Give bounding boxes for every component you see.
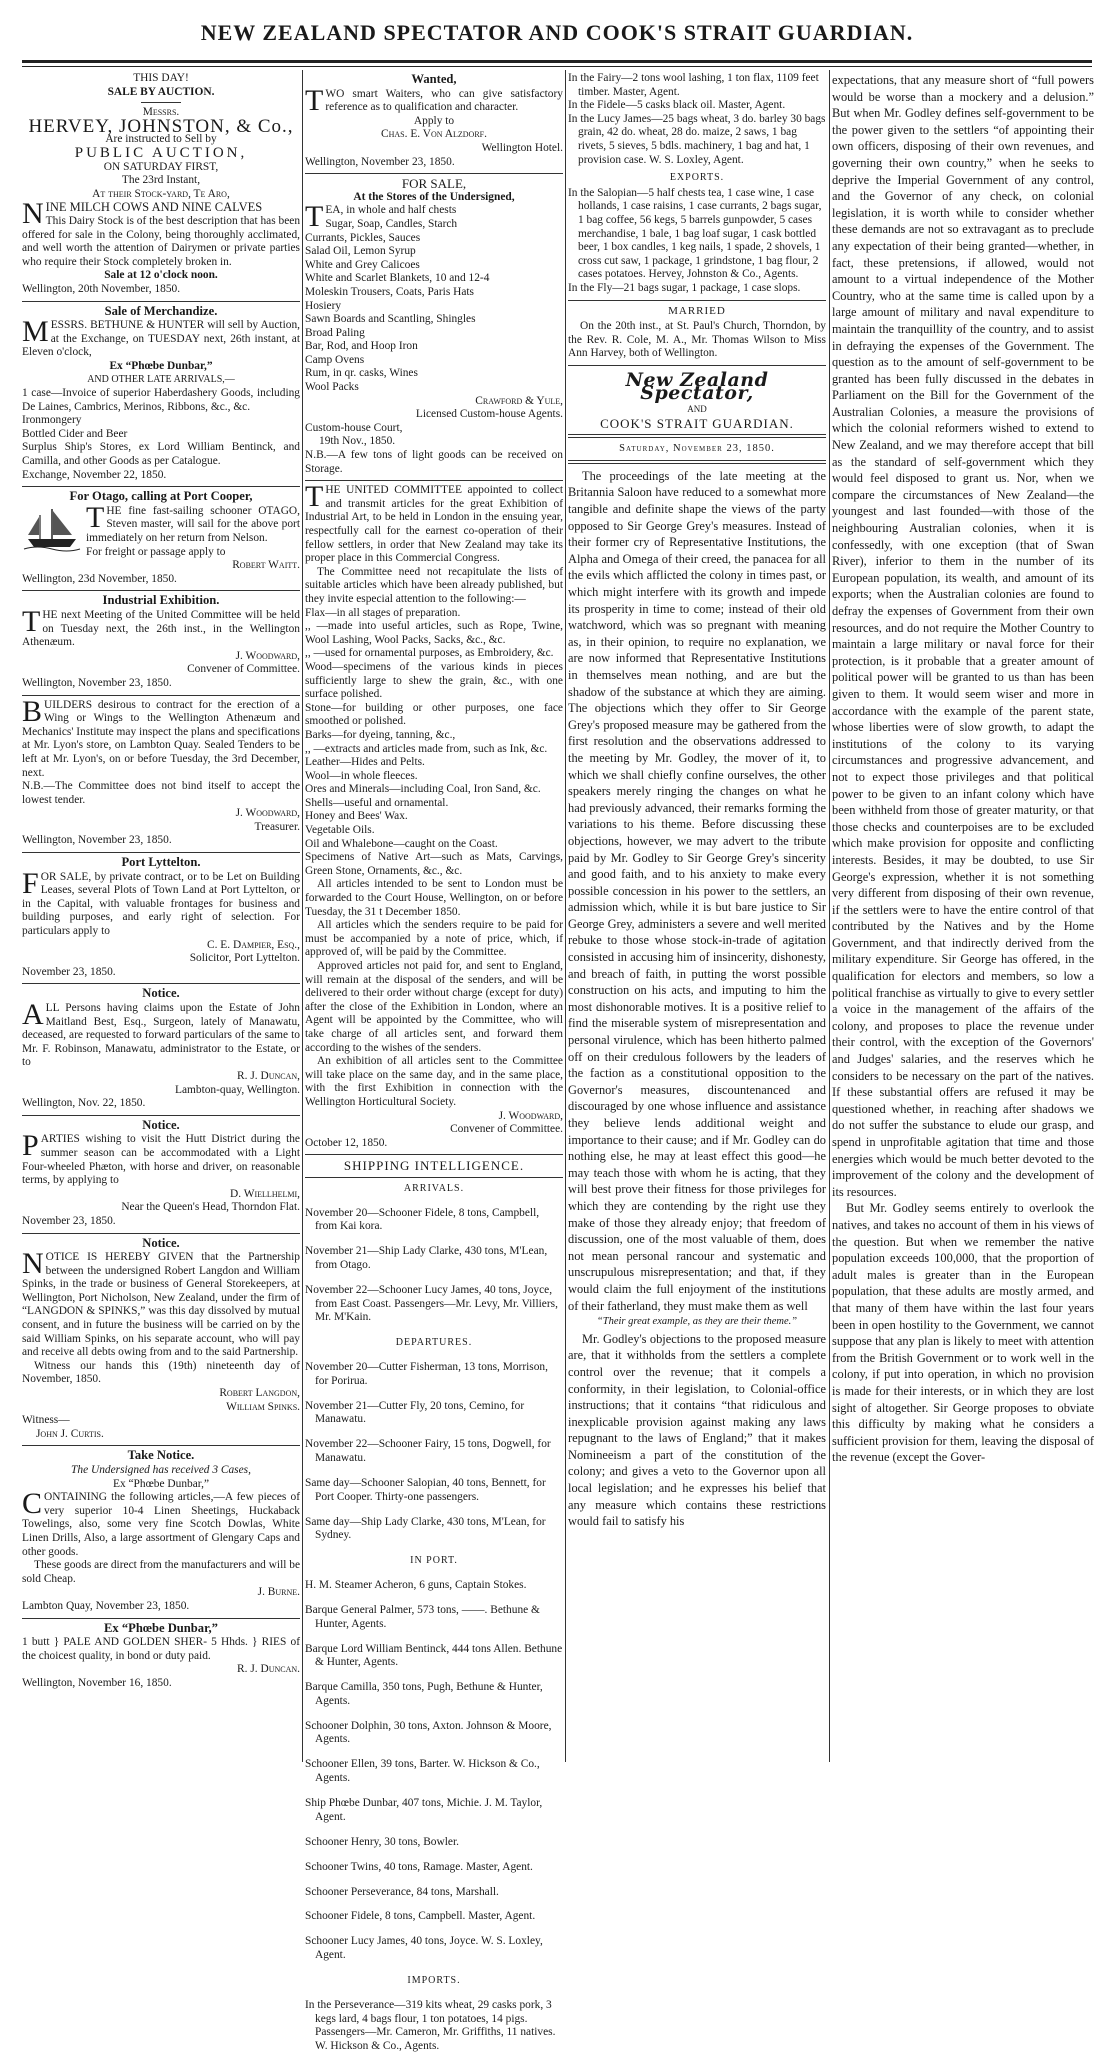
list-item: Barque General Palmer, 573 tons, ——. Bethune & Hunter, Agents. xyxy=(305,1604,540,1630)
signer-role: Convener of Committee. xyxy=(187,663,300,676)
list-item: 1 case—Invoice of superior Haberdashery Goods, including De Laines, Cambrics, Merinos, Ribbons, &c., &c. xyxy=(22,387,300,413)
ad-body: N.B.—The Committee does not bind itself to accept the lowest tender. xyxy=(22,780,300,806)
editorial-text xyxy=(568,468,826,1530)
ad-head: Port Lyttelton. xyxy=(121,855,201,870)
ad-line: Are instructed to Sell by xyxy=(105,133,217,146)
editorial-paragraph: But Mr. Godley seems entirely to overlook the natives, and takes no account of them in his views of the question. But when we remember the native population exceeds 100,000, that the proportion of adult males is greater than in the European population, that these adults are mostly armed, and that many of them have within the last four years been in open hostility to the Government, we cannot suppose that any plan is likely to meet with attention from the British Government or to work well in the colony, if put into operation, in which no provision is made for their interests, or in which they are lost sight of altogether. Sir George proposes to obviate this difficulty by making what he considers a sufficient provision for them, leaving the disposal of the revenue (except the Gover- xyxy=(832,1201,1094,1465)
list-item: Bottled Cider and Beer xyxy=(22,427,128,440)
divider xyxy=(141,102,181,103)
section-subhead: IN PORT. xyxy=(410,1555,458,1567)
ad-body: BUILDERS desirous to contract for the erection of a Wing or Wings to the Wellington Athenæum and Mechanics' Institute may inspect the plans and specifications at Mr. Lyon's store, on Lambton Quay. Sealed Tenders to be left at Mr. Lyon's, on or before Tuesday, the 3rd December, next. xyxy=(22,694,300,779)
dateline: 19th Nov., 1850. xyxy=(319,435,396,448)
committee-ad xyxy=(305,480,563,1150)
list-item: Stone—for building or other purposes, one face smoothed or polished. xyxy=(305,701,563,728)
list-item: November 22—Schooner Fairy, 15 tons, Dogwell, for Manawatu. xyxy=(305,1438,551,1464)
ad-line: Witness— xyxy=(22,1414,70,1427)
take-notice-ad xyxy=(22,1449,300,1613)
column-divider xyxy=(829,70,830,1762)
signer-role: Solicitor, Port Lyttelton. xyxy=(189,952,300,965)
divider xyxy=(568,300,826,301)
signer: J. Woodward, xyxy=(498,1109,563,1122)
ad-line: Ex “Phœbe Dunbar,” xyxy=(109,359,213,372)
list-item: H. M. Steamer Acheron, 6 guns, Captain Stokes. xyxy=(305,1579,527,1592)
ad-line: Ex “Phœbe Dunbar,” xyxy=(112,1477,210,1490)
ad-body: THE UNITED COMMITTEE appointed to collect and transmit articles for the great Exhibition of Industrial Art, to be held in London in the ensuing year, respectfully call for the earnest co-operation of their fellow settlers, in order that New Zealand may take its proper place in this Commercial Congress. xyxy=(305,480,563,565)
ad-body: 1 butt } PALE AND GOLDEN SHER- 5 Hhds. } RIES of the choicest quality, in bond or duty paid. xyxy=(22,1636,300,1662)
section-subhead: MARRIED xyxy=(668,304,726,317)
list-item: TEA, in whole and half chests xyxy=(305,200,457,234)
list-item: Vegetable Oils. xyxy=(305,824,375,837)
list-item: Oil and Whalebone—caught on the Coast. xyxy=(305,837,498,850)
editorial-banner-subtitle: COOK'S STRAIT GUARDIAN. xyxy=(600,415,794,431)
list-item: White and Grey Calicoes xyxy=(305,258,420,271)
list-item: Rum, in qr. casks, Wines xyxy=(305,367,418,380)
list-item: ,, —extracts and articles made from, such as Ink, &c. xyxy=(305,742,548,755)
ad-body: N.B.—A few tons of light goods can be received on Storage. xyxy=(305,449,563,475)
list-item: Flax—in all stages of preparation. xyxy=(305,606,461,619)
section-title: SHIPPING INTELLIGENCE. xyxy=(343,1158,525,1174)
ad-head: Notice. xyxy=(142,1235,180,1250)
list-item: ,, —used for ornamental purposes, as Embroidery, &c. xyxy=(305,647,554,660)
signer: D. Wiellhelmi, xyxy=(230,1187,300,1200)
dateline: November 23, 1850. xyxy=(22,1214,116,1227)
list-item: In the Fidele—5 casks black oil. Master, Agent. xyxy=(568,99,786,112)
ad-body: An exhibition of all articles sent to the Committee will take place on the same day, and in the same place, with the first Exhibition in connection with the Wellington Horticultural Society. xyxy=(305,1055,563,1108)
list-item: Bar, Rod, and Hoop Iron xyxy=(305,340,418,353)
ad-head: Notice. xyxy=(142,1117,180,1132)
dateline: Wellington, 23d November, 1850. xyxy=(22,572,177,585)
signer: William Spinks. xyxy=(226,1400,300,1413)
list-item: Schooner Fidele, 8 tons, Campbell. Master, Agent. xyxy=(305,1910,536,1923)
dateline: Wellington, November 23, 1850. xyxy=(305,155,455,168)
list-item: November 21—Ship Lady Clarke, 430 tons, M'Lean, from Otago. xyxy=(305,1245,548,1272)
marriage-notice: On the 20th inst., at St. Paul's Church, Thorndon, by the Rev. R. Cole, M. A., Mr. Thomas Wilson to Miss Ann Harvey, both of Wellington. xyxy=(568,320,826,360)
divider xyxy=(568,365,826,366)
otago-ad xyxy=(22,490,300,586)
editorial-text xyxy=(832,72,1094,1466)
ad-head: For Otago, calling at Port Cooper, xyxy=(69,489,253,504)
ad-line: At the Stores of the Undersigned, xyxy=(353,190,515,203)
divider xyxy=(22,1445,300,1446)
list-item: Barque Lord William Bentinck, 444 tons Allen. Bethune & Hunter, Agents. xyxy=(305,1642,563,1669)
dateline: November 23, 1850. xyxy=(22,965,116,978)
ad-line: The Undersigned has received 3 Cases, xyxy=(71,1464,251,1476)
list-item: Salad Oil, Lemon Syrup xyxy=(305,245,416,258)
list-item: Wood—specimens of the various kinds in pieces sufficiently large to shew the grain, &c., with one surface polished. xyxy=(305,660,563,701)
divider xyxy=(568,434,826,438)
list-item: Same day—Schooner Salopian, 40 tons, Bennett, for Port Cooper. Thirty-one passengers. xyxy=(305,1476,546,1503)
ad-body: All articles which the senders require to be paid for must be accompanied by a note of price, which, if approved of, will be paid by the Committee. xyxy=(305,919,563,959)
list-item: Schooner Lucy James, 40 tons, Joyce. W. S. Loxley, Agent. xyxy=(305,1935,543,1962)
ad-head: Wanted, xyxy=(411,72,457,86)
signer: R. J. Duncan, xyxy=(237,1069,300,1082)
ad-body: PARTIES wishing to visit the Hutt District during the summer season can be accommodated with a Light Four-wheeled Phæton, with horse and driver, on reasonable terms, by applying to xyxy=(22,1129,300,1187)
column-divider xyxy=(302,70,303,1762)
divider xyxy=(22,983,300,984)
signer-role: Wellington Hotel. xyxy=(481,141,563,154)
divider xyxy=(22,695,300,696)
ad-line: ON SATURDAY FIRST, xyxy=(103,160,219,173)
list-item: Surplus Ship's Stores, ex Lord William Bentinck, and Camilla, and other Goods as per Catalogue. xyxy=(22,441,300,468)
divider xyxy=(22,1618,300,1619)
divider xyxy=(568,460,826,464)
merchandize-ad xyxy=(22,305,300,483)
ad-head: Sale of Merchandize. xyxy=(104,303,218,318)
section-subhead: IMPORTS. xyxy=(407,1975,461,1987)
signer: Chas. E. Von Alzdorf. xyxy=(381,128,487,141)
auction-ad xyxy=(22,72,300,297)
ad-head: Notice. xyxy=(142,986,180,1001)
signer: R. J. Duncan. xyxy=(237,1663,300,1676)
ad-body: The Committee need not recapitulate the lists of suitable articles which have been already published, but they invite especial attention to the following:— xyxy=(305,565,563,605)
list-item: Honey and Bees' Wax. xyxy=(305,810,408,823)
column-divider xyxy=(565,70,566,1762)
ad-line: PUBLIC AUCTION, xyxy=(74,144,248,161)
signer: J. Burne. xyxy=(257,1586,300,1599)
list-item: Schooner Dolphin, 30 tons, Axton. Johnson & Moore, Agents. xyxy=(305,1719,552,1746)
list-item: Hosiery xyxy=(305,299,342,312)
signer: John J. Curtis. xyxy=(36,1427,104,1440)
list-item: Same day—Ship Lady Clarke, 430 tons, M'Lean, for Sydney. xyxy=(305,1515,546,1542)
imports-continued xyxy=(568,72,826,296)
divider xyxy=(305,1177,563,1178)
dateline: Wellington, November 23, 1850. xyxy=(22,834,172,847)
sherry-ad xyxy=(22,1622,300,1691)
list-item: In the Lucy James—25 bags wheat, 3 do. barley 30 bags grain, 42 do. wheat, 28 do. maize, 2 saws, 1 bag rivets, 5 sieves, 5 bdls. machinery, 1 bag and hat, 1 provision case. W. S. Loxley, Agent. xyxy=(568,112,826,166)
list-item: November 20—Cutter Fisherman, 13 tons, Morrison, for Porirua. xyxy=(305,1361,548,1387)
list-item: Schooner Ellen, 39 tons, Barter. W. Hickson & Co., Agents. xyxy=(305,1758,540,1784)
ad-body: ALL Persons having claims upon the Estate of John Maitland Best, Esq., Surgeon, lately of Manawatu, deceased, are requested to forward particulars of the same to Mr. F. Robinson, Manawatu, administrator to the Estate, or to xyxy=(22,998,300,1069)
ad-body: NOTICE IS HEREBY GIVEN that the Partnership between the undersigned Robert Langdon and William Spinks, in the trade or business of General Storekeepers, at Wellington, Port Nicholson, New Zealand, under the firm of “LANGDON & SPINKS,” was this day dissolved by mutual consent, and in future the business will be carried on by the said William Spinks, on his separate account, who will pay and receive all debts owing from and to the said Partnership. xyxy=(22,1247,300,1359)
signer: Robert Waitt. xyxy=(232,559,300,572)
divider xyxy=(305,1154,563,1155)
list-item: In the Salopian—5 half chests tea, 1 case wine, 1 case hollands, 1 case raisins, 1 case currants, 2 bags sugar, 1 bag coffee, 56 kegs, 5 barrels gunpowder, 5 cases merchandise, 1 bale, 1 bag loaf sugar, 1 cask bottled beer, 1 box candles, 1 keg nails, 1 spade, 2 shovels, 1 cross cut saw, 1 package, 1 grindstone, 1 bag flour, 2 cases potatoes. Hervey, Johnston & Co., Agents. xyxy=(568,186,822,281)
column-3 xyxy=(568,72,826,1762)
builders-ad xyxy=(22,694,300,849)
signer: Crawford & Yule, xyxy=(475,394,563,407)
section-subhead: ARRIVALS. xyxy=(403,1182,465,1194)
dateline: Lambton Quay, November 23, 1850. xyxy=(22,1599,190,1612)
column-4 xyxy=(832,72,1094,1762)
wanted-ad xyxy=(305,73,563,169)
masthead-rule xyxy=(22,60,1092,63)
signer-role: Licensed Custom-house Agents. xyxy=(415,408,563,421)
divider xyxy=(22,590,300,591)
list-item: Specimens of Native Art—such as Mats, Carvings, Green Stone, Ornaments, &c., &c. xyxy=(305,851,563,877)
ad-body: THE next Meeting of the United Committee will be held on Tuesday next, the 26th inst., in the Wellington Athenæum. xyxy=(22,604,300,649)
list-item: White and Scarlet Blankets, 10 and 12-4 xyxy=(305,272,490,285)
list-item: Shells—useful and ornamental. xyxy=(305,796,449,809)
list-item: Camp Ovens xyxy=(305,353,365,366)
list-item: Schooner Henry, 30 tons, Bowler. xyxy=(305,1835,459,1848)
partnership-notice xyxy=(22,1237,300,1442)
list-item: Wool—in whole fleeces. xyxy=(305,769,418,782)
ad-head: Industrial Exhibition. xyxy=(102,593,220,608)
masthead-rule-thin xyxy=(22,66,1092,67)
ad-line: The 23rd Instant, xyxy=(121,174,201,187)
ad-line: Sale at 12 o'clock noon. xyxy=(104,269,218,282)
ad-line: AND OTHER LATE ARRIVALS,— xyxy=(87,374,235,386)
ad-body: CONTAINING the following articles,—A few pieces of very superior 10-4 Linen Sheetings, Huckaback Towelings, also, some very fine Scotch Dowlas, White Linen Drills, Also, a large assortment of Glengary Caps and other goods. xyxy=(22,1487,300,1558)
list-item: Ores and Minerals—including Coal, Iron Sand, &c. xyxy=(305,783,541,796)
editorial-date: Saturday, November 23, 1850. xyxy=(619,443,775,455)
signer-role: Near the Queen's Head, Thorndon Flat. xyxy=(121,1201,300,1214)
ad-line: THIS DAY! xyxy=(133,72,189,84)
dateline: Exchange, November 22, 1850. xyxy=(22,468,167,481)
signer: J. Woodward, xyxy=(235,807,300,820)
dateline: Wellington, Nov. 22, 1850. xyxy=(22,1097,146,1110)
ad-body: THE fine fast-sailing schooner OTAGO, Steven master, will sail for the above port immediately on her return from Nelson. xyxy=(86,500,300,544)
masthead: NEW ZEALAND SPECTATOR AND COOK'S STRAIT GUARDIAN. xyxy=(200,20,914,45)
list-item: Ship Phœbe Dunbar, 407 tons, Michie. J. M. Taylor, Agent. xyxy=(305,1796,543,1823)
list-item: Leather—Hides and Pelts. xyxy=(305,756,425,769)
signer: J. Woodward, xyxy=(235,649,300,662)
ad-body: Witness our hands this (19th) nineteenth day of November, 1850. xyxy=(22,1359,300,1386)
list-item: Wool Packs xyxy=(305,381,359,394)
ad-body: FOR SALE, by private contract, or to be Let on Building Leases, several Plots of Town Land at Port Lyttelton, or in the Capital, with valuable frontages for business and building purposes, and early right of selection. For particulars apply to xyxy=(22,866,300,938)
signer-role: Lambton-quay, Wellington. xyxy=(175,1083,300,1096)
hutt-notice xyxy=(22,1119,300,1229)
list-item: Ironmongery xyxy=(22,414,82,427)
ad-lot: NINE MILCH COWS AND NINE CALVES xyxy=(22,197,263,231)
list-item: Schooner Perseverance, 84 tons, Marshall. xyxy=(305,1885,499,1898)
divider xyxy=(305,173,563,174)
list-item: Sugar, Soap, Candles, Starch xyxy=(325,217,458,230)
editorial-paragraph: The proceedings of the late meeting at the Britannia Saloon have reduced to a somewhat more tangible and definite shape the views of the party opposed to Sir George Grey's measures. Instead of their former cry of Representative Institutions, the Alpha and Omega of their creed, the panacea for all the evils which afflicted the colony in times past, or which might interfere with its growth and impede its prosperity in time to come; instead of their old watchword, which was so pregnant with meaning as, in their opinion, to require no explanation, we are now informed that Representative Institutions in themselves mean nothing, and are but the shadow of the substance at which they are aiming. The objections which they offer to Sir George Grey's proposed measure may be gathered from the first resolution and the observations addressed to the meeting by Mr. Godley, the mover of it, to which we shall chiefly confine ourselves, the other speakers merely ringing the changes on what he had previously advanced, their remarks forming the variations to his theme. Before discussing these objections, however, we may advert to the tribute paid by Mr. Godley to Sir George Grey's sincerity and good faith, and to his anxiety to make every possible concession in his power to the settlers, an admission which, while it is but bare justice to Sir George Grey, administers a severe and well merited rebuke to those whose stock-in-trade of agitation consisted in accusing him of insincerity, dishonesty, and breach of faith, in putting the worst possible construction on his acts, and imputing to him the most dishonorable motives. It is a positive relief to find the miserable system of misrepresentation and personal virulence, which has been hitherto palmed off on their credulous followers by the leaders of the faction as a constitutional opposition to the Governor's measures, discountenanced and discouraged by one whose influence and assistance they believe lends additional weight and importance to their cause; and if Mr. Godley can do nothing else, he may at least effect this good—he may teach those with whom he is acting, that they will best prove their fitness for those privileges for which they are contending by the right use they make of those they already enjoy; that freedom of discussion, one of the most valuable of them, does not mean personal rancour and systematic and unscrupulous misrepresentation; and that, if they would claim the full enjoyment of the institutions of their fatherland, they must make them as well xyxy=(568,468,826,1313)
exhibition-ad xyxy=(22,594,300,690)
ad-body: These goods are direct from the manufacturers and will be sold Cheap. xyxy=(22,1559,300,1585)
list-item: Sawn Boards and Scantling, Shingles xyxy=(305,313,476,326)
dateline: October 12, 1850. xyxy=(305,1136,388,1149)
list-item: Barks—for dyeing, tanning, &c., xyxy=(305,728,456,741)
list-item: Moleskin Trousers, Coats, Paris Hats xyxy=(305,285,474,298)
ad-body: For freight or passage apply to xyxy=(86,545,226,558)
for-sale-ad xyxy=(305,177,563,476)
divider xyxy=(22,1233,300,1234)
signer-role: Treasurer. xyxy=(254,820,300,833)
divider xyxy=(22,301,300,302)
ad-head: SALE BY AUCTION. xyxy=(107,85,215,98)
ad-body: This Dairy Stock is of the best description that has been offered for sale in the Colony, being thoroughly acclimated, and well worth the attention of Dairymen or private parties who require their Stock completely broken in. xyxy=(22,214,301,268)
list-item: November 21—Cutter Fly, 20 tons, Cemino, for Manawatu. xyxy=(305,1399,525,1426)
ad-head: FOR SALE, xyxy=(401,176,467,192)
list-item: Broad Paling xyxy=(305,326,365,339)
section-subhead: EXPORTS. xyxy=(669,172,725,184)
list-item: In the Perseverance—319 kits wheat, 29 casks pork, 3 kegs lard, 4 bags flour, 1 ton potatoes, 14 pigs. Passengers—Mr. Cameron, Mr. Griffiths, 11 natives. W. Hickson & Co., Agents. xyxy=(305,1999,556,2052)
list-item: In the Fly—21 bags sugar, 1 package, 1 case slops. xyxy=(568,281,801,294)
list-item: November 22—Schooner Lucy James, 40 tons, Joyce, from East Coast. Passengers—Mr. Levy, Mr. Villiers, Mr. M'Kain. xyxy=(305,1284,558,1324)
ad-body: TWO smart Waiters, who can give satisfactory reference as to qualification and character. xyxy=(305,83,563,117)
ad-line: Custom-house Court, xyxy=(305,421,403,434)
divider xyxy=(22,852,300,853)
ship-icon xyxy=(22,505,82,551)
estate-notice xyxy=(22,987,300,1110)
ad-line: At their Stock-yard, Te Aro, xyxy=(92,187,230,200)
list-item: Barque Camilla, 350 tons, Pugh, Bethune & Hunter, Agents. xyxy=(305,1681,543,1707)
editorial-banner-title: New Zealand Spectator, xyxy=(625,368,769,405)
editorial-banner-and: AND xyxy=(687,404,707,415)
dateline: Wellington, 20th November, 1850. xyxy=(22,282,181,295)
ad-body: All articles intended to be sent to London must be forwarded to the Court House, Wellington, on or before Tuesday, the 31 t December 1850. xyxy=(305,878,563,918)
dateline: Wellington, November 16, 1850. xyxy=(22,1676,172,1689)
signer: Robert Langdon, xyxy=(219,1387,300,1400)
dateline: Wellington, November 23, 1850. xyxy=(22,676,172,689)
lyttelton-ad xyxy=(22,856,300,979)
list-item: November 20—Schooner Fidele, 8 tons, Campbell, from Kai kora. xyxy=(305,1206,540,1233)
column-2 xyxy=(305,72,563,2052)
section-subhead: DEPARTURES. xyxy=(395,1337,473,1349)
divider xyxy=(22,486,300,487)
ad-head: Ex “Phœbe Dunbar,” xyxy=(104,1620,218,1635)
list-item: Currants, Pickles, Sauces xyxy=(305,231,421,244)
divider xyxy=(22,1115,300,1116)
ad-line: Apply to xyxy=(413,114,455,127)
editorial-paragraph: Mr. Godley's objections to the proposed measure are, that it withholds from the settlers a complete control over the revenue; that it compels a conformity, in their legislation, to Colonial-office instructions; that it contains “that ridiculous and inexplicable provision against making any laws repugnant to the laws of England;” that it makes Nomineeism a part of the constitution of the colony; and gives a veto to the Governor upon all local legislation; and he expresses his belief that any measure which contains these restrictions would fail to satisfy his xyxy=(568,1331,826,1529)
signer: C. E. Dampier, Esq., xyxy=(207,938,300,951)
list-item: ,, —made into useful articles, such as Rope, Twine, Wool Lashing, Wool Packs, Sacks, &c., &c. xyxy=(305,620,563,646)
shipping-intelligence xyxy=(305,1159,563,2053)
list-item: Schooner Twins, 40 tons, Ramage. Master, Agent. xyxy=(305,1860,533,1873)
editorial-quote: “Their great example, as they are their theme.” xyxy=(596,1316,798,1328)
ad-body: Approved articles not paid for, and sent to England, will remain at the disposal of the senders, and will be delivered to their order without charge (except for duty) after the close of the Exhibition in London, where an Agent will be appointed by the Committee, who will take charge of all articles sent, and forward them according to the wishes of the senders. xyxy=(305,960,563,1054)
signer-role: Convener of Committee. xyxy=(450,1123,563,1136)
firm-name: HERVEY, JOHNSTON, & Co., xyxy=(28,115,294,137)
column-1 xyxy=(22,72,300,1762)
editorial-paragraph: expectations, that any measure short of “full powers would be worse than a mockery and a delusion.” But when Mr. Godley defines self-government to be the power given to the settlers “of appointing their own officers, disposing of their own revenues, and governing their own country,” when he seeks to deprive the Imperial Government of any control, and the Governor of any check, on colonial legislation, it is worth while to consider whether these demands are not so extravagant as to preclude any expectation of their being granted—whether, in fact, these pretensions, if allowed, would not amount to a virtual independence of the Mother Country, who at the same time is called upon by a large amount of military and naval expenditure to maintain the tranquillity of the country, and to assist in defraying the expenses of the Government. The question as to the amount of self-government to be granted has been fully discussed in the debates in Parliament on the Bill for the Government of the Australian Colonies, a measure the provisions of which the colonial reformers wished to extend to New Zealand, and we may therefore accept that bill as the standard of self-government which they would feel disposed to grant us. Nor, when we compare the circumstances of New Zealand—the youngest and last founded—with those of the neighbouring Australian colonies, when it is confessedly, with one exception (that of Swan River), inferior to them in the number of its European population, its wealth, and amount of its exports; when the Australian colonies are found to defray the expenses of Government from their own resources, and do not require the Mother Country to maintain a large military or naval force for their protection, is it probable that a greater amount of political power will be granted to us than has been given to them. It would seem wiser and more in accordance with the example of the parent state, whose liberties were of slow growth, to adapt the institutions of the colony to its varying circumstances and progressive advancement, and not to expect those privileges and that political power to be given to an infant colony which have been withheld from those of greater maturity, or that those checks and counterpoises are to be excluded which make provision for opposite and conflicting interests. Besides, it may be doubted, to use Sir George's expression, whether it is not something very different from disposing of their own revenue, if the settlers were to have the entire control of that contributed by the Natives and by the Home Government, and that indirectly derived from the military expenditure. Sir George has offered, in the qualification for electors and members, so low a political franchise as virtually to give to every settler a voice in the management of the affairs of the colony, and proposes to place the revenue under their control, with the exception of the Governors' and Judges' salaries, and the reserves which he considers to be necessary on the part of the natives. If these substantial offers are refused it may be questioned whether, in reaching after shadows we do not suffer the substance to elude our grasp, and spend in unprofitable agitation that time and those energies which would be much better devoted to the improvement of the colony and the development of its resources. xyxy=(832,73,1094,1199)
list-item: In the Fairy—2 tons wool lashing, 1 ton flax, 1109 feet timber. Master, Agent. xyxy=(568,72,819,98)
ad-line: Messrs. xyxy=(142,106,180,119)
ad-head: Take Notice. xyxy=(127,1448,195,1463)
ad-body: MESSRS. BETHUNE & HUNTER will sell by Auction, at the Exchange, on TUESDAY next, 26th instant, at Eleven o'clock, xyxy=(22,315,300,359)
divider xyxy=(305,480,563,481)
